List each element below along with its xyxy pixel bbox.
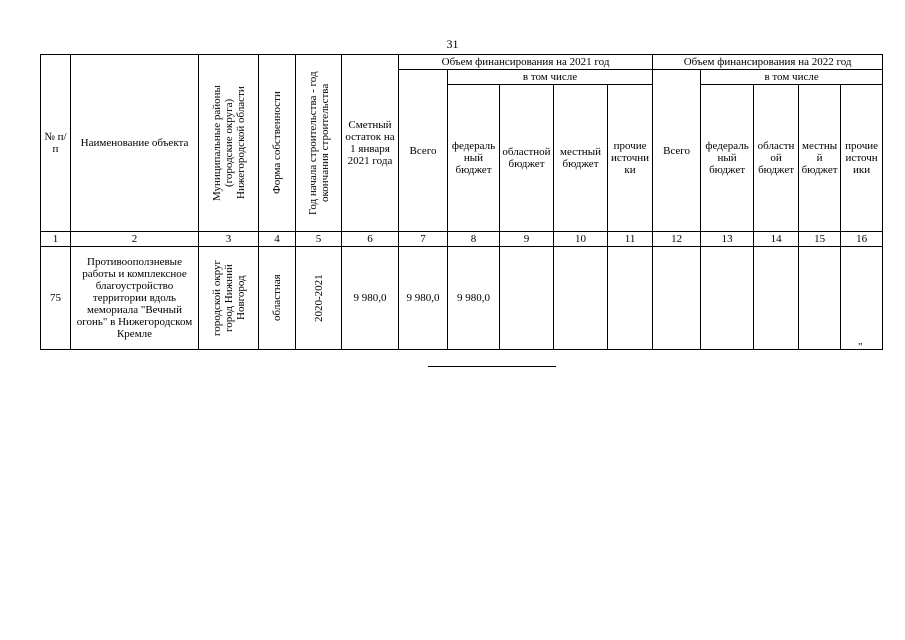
row-district [199,247,259,350]
row-years [296,247,342,350]
financing-table [40,54,883,350]
column-number: 6 [342,232,399,247]
header-ownership-text: Форма собственности [271,91,283,195]
row-total-2021: 9 980,0 [399,247,448,350]
header-fin-2021: Объем финансирования на 2021 год [399,55,653,70]
horizontal-rule [428,366,556,367]
row-num: 75 [41,247,71,350]
column-number: 10 [554,232,608,247]
row-federal-2022 [701,247,754,350]
row-object-name: Противооползневые работы и комплексное благоустройство территории вдоль мемориала "Вечный огонь" в Нижегородском Кремле [71,247,199,350]
header-object-name: Наименование объекта [71,55,199,232]
header-other-2022: прочие источники [841,85,883,232]
header-ownership [259,55,296,232]
row-local-2022 [799,247,841,350]
row-other-2021 [608,247,653,350]
header-regional-2022: областной бюджет [754,85,799,232]
column-number: 4 [259,232,296,247]
column-number: 14 [754,232,799,247]
header-district [199,55,259,232]
column-number: 1 [41,232,71,247]
row-regional-2021 [500,247,554,350]
header-fin-2022: Объем финансирования на 2022 год [653,55,883,70]
row-remaining: 9 980,0 [342,247,399,350]
header-incl-2022: в том числе [701,70,883,85]
header-district-text: Муниципальные районы (городские округа) Нижегородской области [210,85,247,201]
header-other-2021: прочие источники [608,85,653,232]
column-number: 2 [71,232,199,247]
header-years [296,55,342,232]
column-number: 15 [799,232,841,247]
column-number: 3 [199,232,259,247]
header-federal-2021: федеральный бюджет [448,85,500,232]
row-district-text: городской округ город Нижний Новгород [210,259,247,337]
column-number: 16 [841,232,883,247]
row-local-2021 [554,247,608,350]
header-federal-2022: федеральный бюджет [701,85,754,232]
column-number: 8 [448,232,500,247]
header-local-2022: местный бюджет [799,85,841,232]
header-total-2022: Всего [653,70,701,232]
header-years-text: Год начала строительства - год окончания строительства [306,71,331,215]
row-other-2022 [841,247,883,350]
header-row-1 [41,55,883,70]
header-num: № п/п [41,55,71,232]
row-federal-2021: 9 980,0 [448,247,500,350]
header-total-2021: Всего [399,70,448,232]
column-number: 11 [608,232,653,247]
header-regional-2021: областной бюджет [500,85,554,232]
column-number: 12 [653,232,701,247]
row-ownership [259,247,296,350]
header-local-2021: местный бюджет [554,85,608,232]
column-number: 13 [701,232,754,247]
header-incl-2021: в том числе [448,70,653,85]
column-number-row [41,232,883,247]
row-regional-2022 [754,247,799,350]
column-number: 9 [500,232,554,247]
row-years-text: 2020-2021 [312,274,325,322]
header-remaining: Сметный остаток на 1 января 2021 года [342,55,399,232]
column-number: 5 [296,232,342,247]
closing-quote-mark: ". [858,341,866,353]
row-total-2022 [653,247,701,350]
column-number: 7 [399,232,448,247]
row-ownership-text: областная [271,274,283,322]
page-number: 31 [446,37,459,51]
table-row [41,247,883,350]
